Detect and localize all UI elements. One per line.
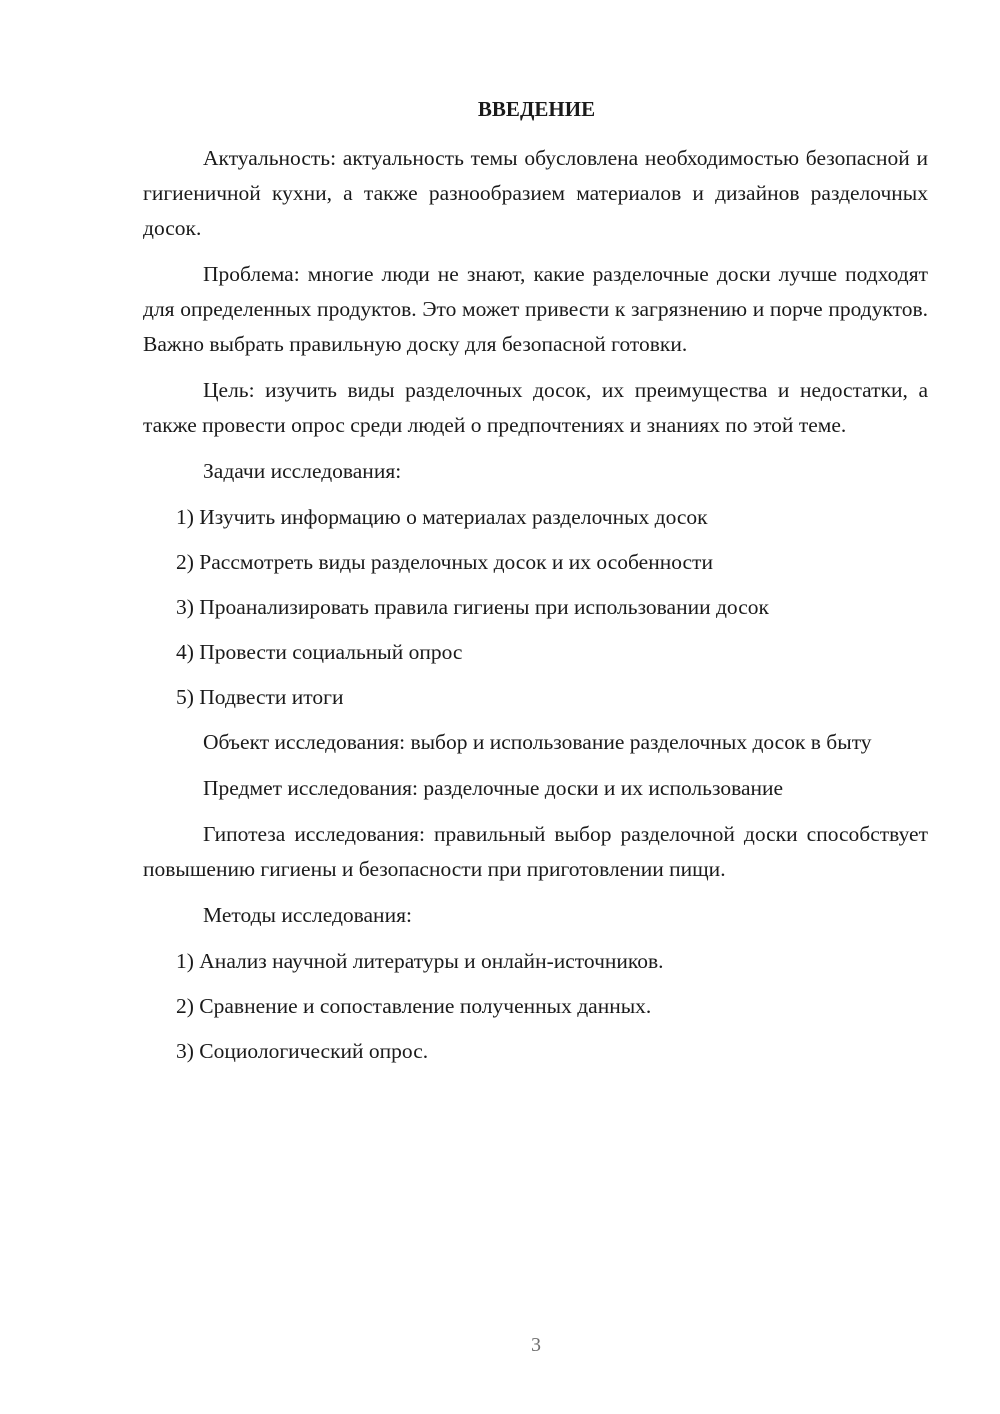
tasks-heading: Задачи исследования: xyxy=(203,459,402,483)
problem-paragraph: Проблема: многие люди не знают, какие разделочные доски лучше подходят для определенных продуктов. Это может привести к загрязнению и порче продуктов. Важно выбрать правильную доску для безопасной готовки. xyxy=(143,262,928,356)
task-item: 4) Провести социальный опрос xyxy=(176,640,463,664)
page-number: 3 xyxy=(531,1334,541,1356)
method-item: 1) Анализ научной литературы и онлайн-источников. xyxy=(176,949,664,973)
task-item: 3) Проанализировать правила гигиены при использовании досок xyxy=(176,595,769,619)
goal-paragraph: Цель: изучить виды разделочных досок, их преимущества и недостатки, а также провести опрос среди людей о предпочтениях и знаниях по этой теме. xyxy=(143,378,928,437)
task-item: 2) Рассмотреть виды разделочных досок и их особенности xyxy=(176,550,713,574)
relevance-paragraph: Актуальность: актуальность темы обусловлена необходимостью безопасной и гигиеничной кухни, а также разнообразием материалов и дизайнов разделочных досок. xyxy=(143,146,928,240)
page-title: ВВЕДЕНИЕ xyxy=(477,97,596,121)
method-item: 3) Социологический опрос. xyxy=(176,1039,429,1063)
methods-heading: Методы исследования: xyxy=(203,903,412,927)
hypothesis-paragraph: Гипотеза исследования: правильный выбор разделочной доски способствует повышению гигиены и безопасности при приготовлении пищи. xyxy=(143,822,928,881)
task-item: 5) Подвести итоги xyxy=(176,685,344,709)
subject-paragraph: Предмет исследования: разделочные доски и их использование xyxy=(203,776,784,800)
task-item: 1) Изучить информацию о материалах разделочных досок xyxy=(176,505,708,529)
method-item: 2) Сравнение и сопоставление полученных данных. xyxy=(176,994,652,1018)
object-paragraph: Объект исследования: выбор и использование разделочных досок в быту xyxy=(203,730,872,754)
document-page xyxy=(143,92,928,1079)
